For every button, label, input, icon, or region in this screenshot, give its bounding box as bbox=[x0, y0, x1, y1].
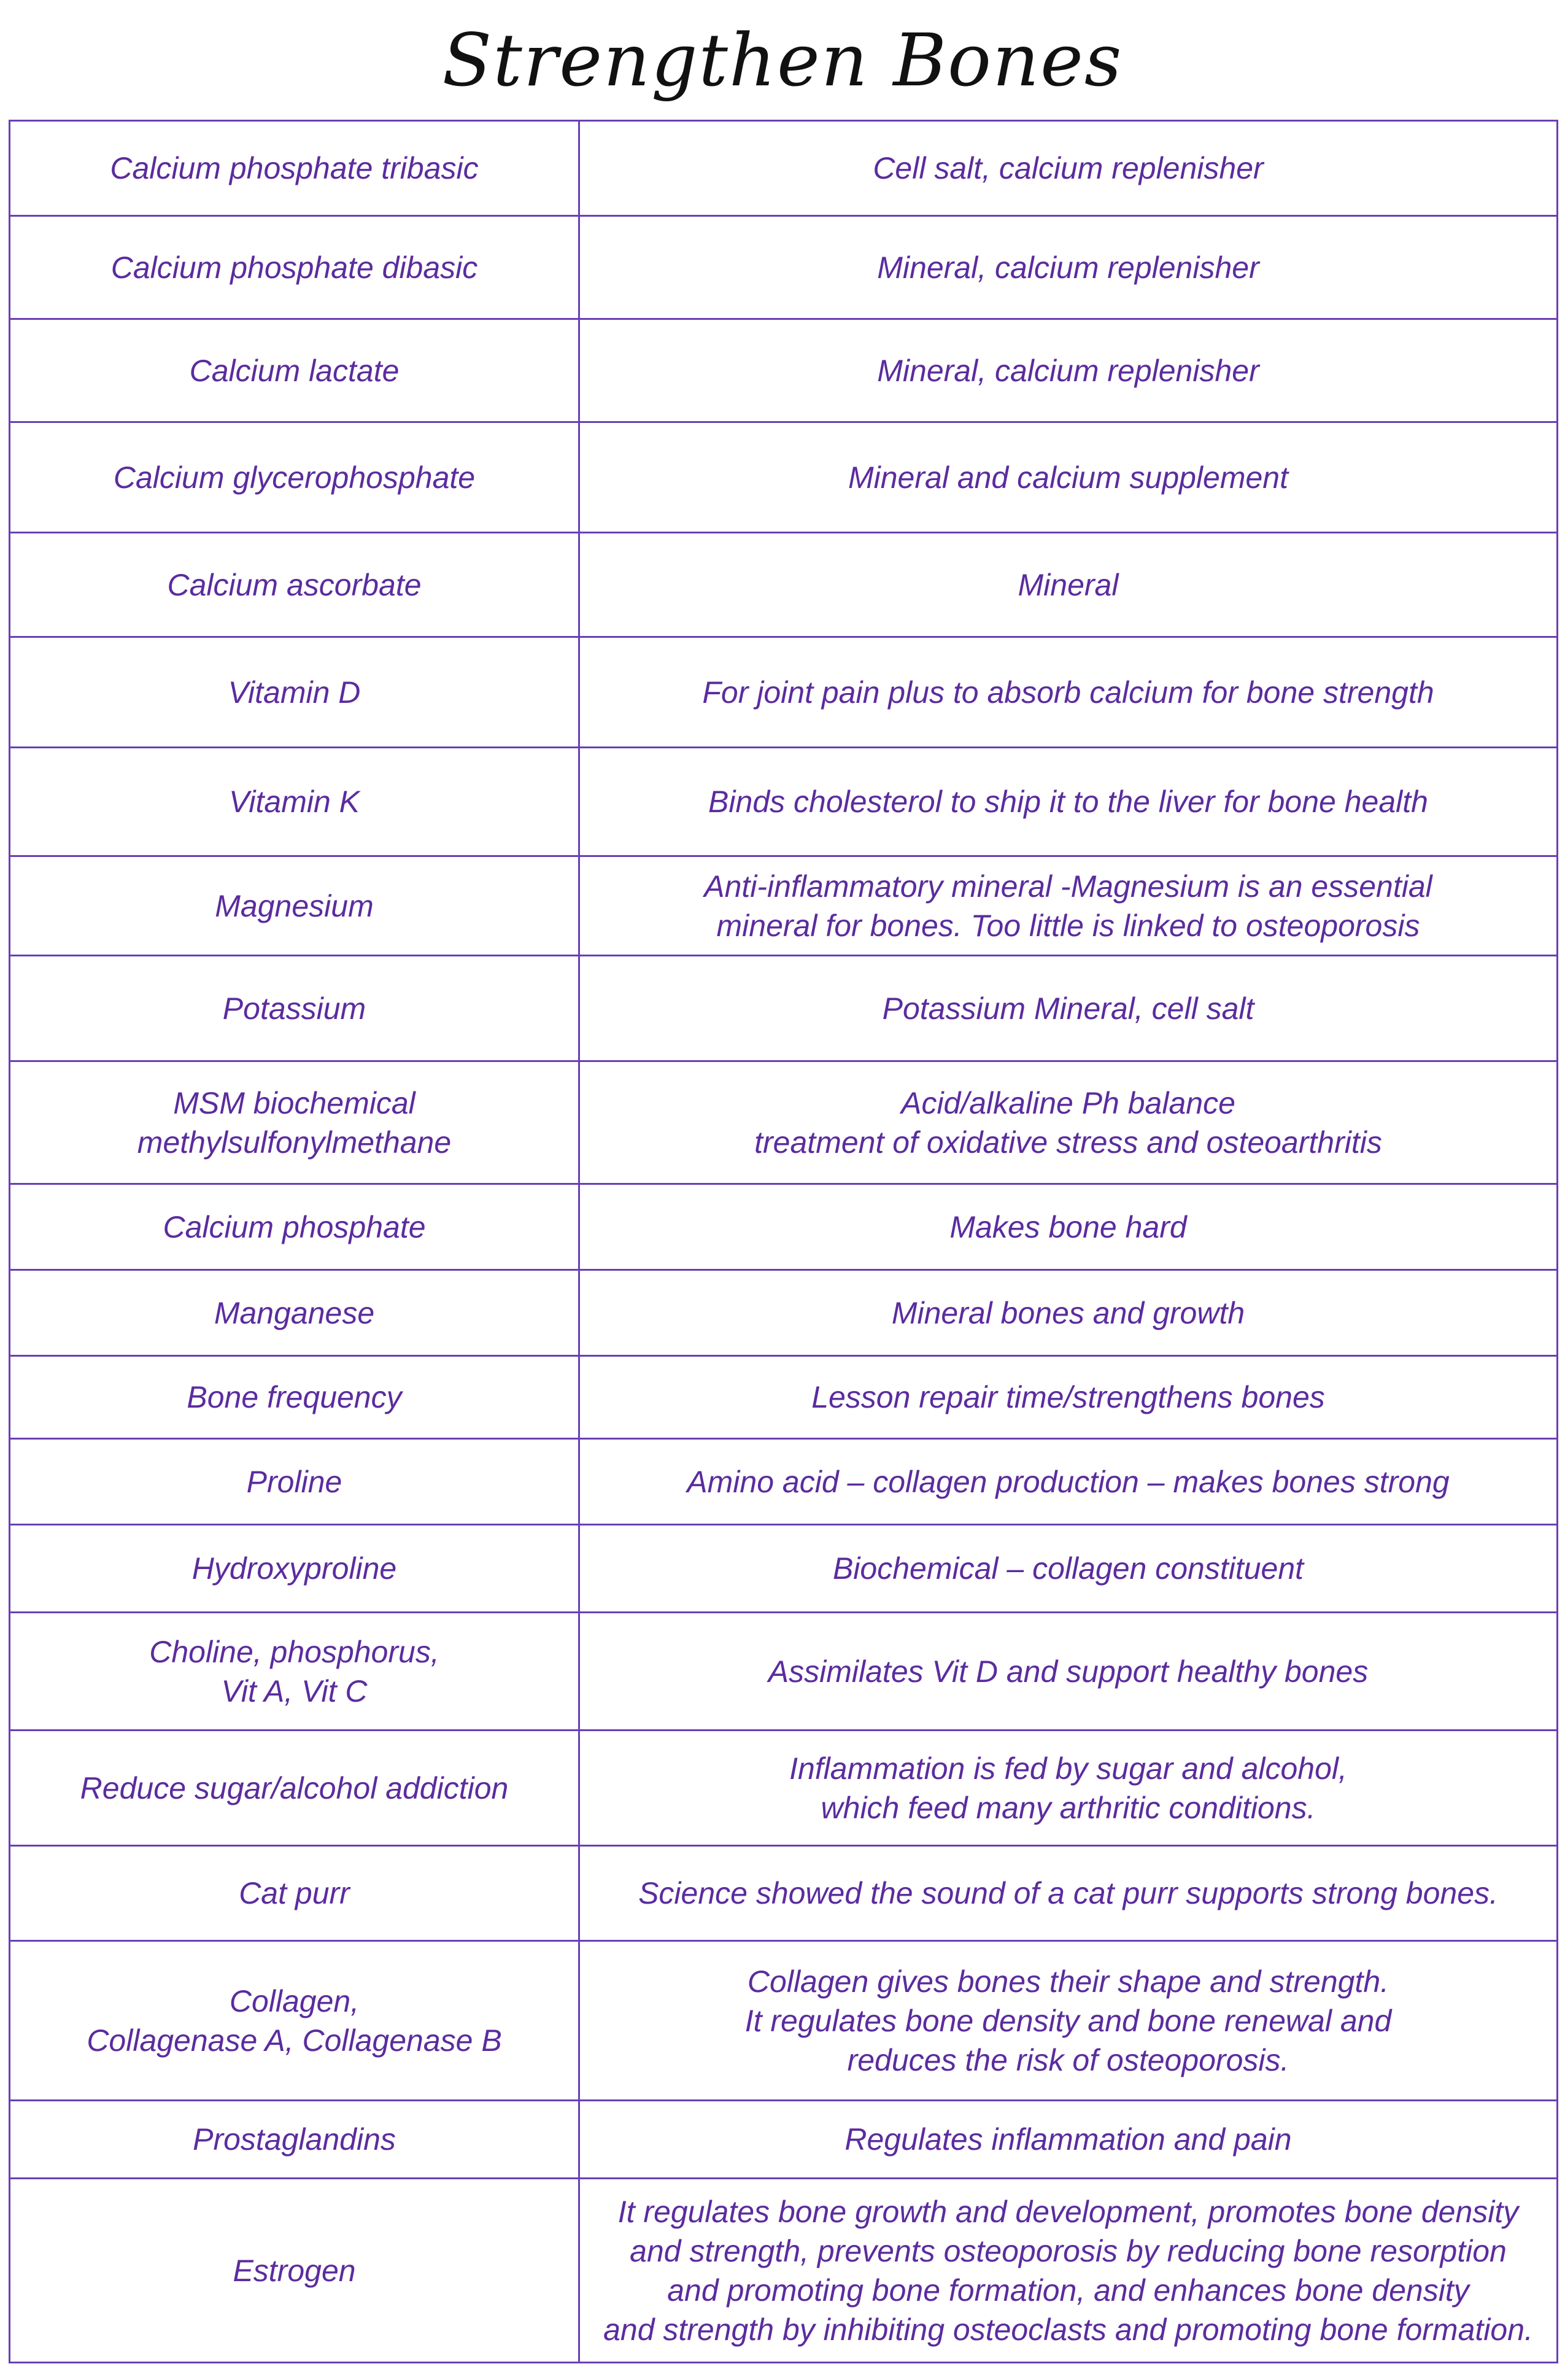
page-title: Strengthen Bones bbox=[442, 17, 1123, 103]
table-row bbox=[10, 2101, 1558, 2179]
table-row bbox=[10, 1846, 1558, 1941]
remedy-description: Potassium Mineral, cell salt bbox=[579, 956, 1558, 1061]
remedy-description: Regulates inflammation and pain bbox=[579, 2101, 1558, 2179]
remedy-name: Calcium lactate bbox=[10, 319, 579, 422]
remedy-name: Calcium ascorbate bbox=[10, 533, 579, 637]
table-row bbox=[10, 216, 1558, 319]
table-row bbox=[10, 748, 1558, 856]
table-row bbox=[10, 1184, 1558, 1270]
remedy-name: Magnesium bbox=[10, 856, 579, 956]
remedy-description: Mineral, calcium replenisher bbox=[579, 216, 1558, 319]
remedy-description: Collagen gives bones their shape and strength. It regulates bone density and bone renewal and reduces the risk of osteoporosis. bbox=[579, 1941, 1558, 2101]
remedy-name: Vitamin K bbox=[10, 748, 579, 856]
remedy-name: Manganese bbox=[10, 1270, 579, 1356]
remedy-description: Anti-inflammatory mineral -Magnesium is an essential mineral for bones. Too little is linked to osteoporosis bbox=[579, 856, 1558, 956]
table-row bbox=[10, 121, 1558, 216]
remedy-name: Reduce sugar/alcohol addiction bbox=[10, 1731, 579, 1846]
table-row bbox=[10, 2179, 1558, 2363]
remedy-name: Collagen, Collagenase A, Collagenase B bbox=[10, 1941, 579, 2101]
remedy-name: Choline, phosphorus, Vit A, Vit C bbox=[10, 1613, 579, 1731]
remedy-name: Calcium phosphate bbox=[10, 1184, 579, 1270]
table-row bbox=[10, 1941, 1558, 2101]
remedy-description: Mineral and calcium supplement bbox=[579, 422, 1558, 533]
remedy-description: Binds cholesterol to ship it to the liver for bone health bbox=[579, 748, 1558, 856]
remedy-description: Mineral bbox=[579, 533, 1558, 637]
remedy-description: Mineral, calcium replenisher bbox=[579, 319, 1558, 422]
table-row bbox=[10, 1356, 1558, 1439]
remedy-description: Inflammation is fed by sugar and alcohol, which feed many arthritic conditions. bbox=[579, 1731, 1558, 1846]
remedy-name: Proline bbox=[10, 1439, 579, 1525]
remedy-name: Bone frequency bbox=[10, 1356, 579, 1439]
remedy-name: Cat purr bbox=[10, 1846, 579, 1941]
remedy-description: Cell salt, calcium replenisher bbox=[579, 121, 1558, 216]
table-row bbox=[10, 1731, 1558, 1846]
remedy-description: Assimilates Vit D and support healthy bones bbox=[579, 1613, 1558, 1731]
remedy-name: Calcium phosphate dibasic bbox=[10, 216, 579, 319]
table-row bbox=[10, 956, 1558, 1061]
table-row bbox=[10, 1525, 1558, 1613]
remedy-description: Makes bone hard bbox=[579, 1184, 1558, 1270]
remedy-description: Science showed the sound of a cat purr supports strong bones. bbox=[579, 1846, 1558, 1941]
remedy-description: Biochemical – collagen constituent bbox=[579, 1525, 1558, 1613]
remedy-name: Calcium phosphate tribasic bbox=[10, 121, 579, 216]
remedy-name: Estrogen bbox=[10, 2179, 579, 2363]
remedy-name: Calcium glycerophosphate bbox=[10, 422, 579, 533]
table-row bbox=[10, 1439, 1558, 1525]
remedy-description: For joint pain plus to absorb calcium for bone strength bbox=[579, 637, 1558, 748]
table-row bbox=[10, 637, 1558, 748]
remedy-description: Acid/alkaline Ph balance treatment of oxidative stress and osteoarthritis bbox=[579, 1061, 1558, 1184]
remedy-description: It regulates bone growth and development, promotes bone density and strength, prevents osteoporosis by reducing bone resorption and promoting bone formation, and enhances bone density and strength by inhibiting osteoclasts and promoting bone formation. bbox=[579, 2179, 1558, 2363]
remedy-description: Amino acid – collagen production – makes bones strong bbox=[579, 1439, 1558, 1525]
table-row bbox=[10, 1613, 1558, 1731]
remedy-description: Lesson repair time/strengthens bones bbox=[579, 1356, 1558, 1439]
table-row bbox=[10, 319, 1558, 422]
table-row bbox=[10, 533, 1558, 637]
remedy-name: MSM biochemical methylsulfonylmethane bbox=[10, 1061, 579, 1184]
table-row bbox=[10, 1061, 1558, 1184]
remedy-name: Prostaglandins bbox=[10, 2101, 579, 2179]
table-row bbox=[10, 422, 1558, 533]
table-row bbox=[10, 1270, 1558, 1356]
remedy-name: Vitamin D bbox=[10, 637, 579, 748]
remedy-description: Mineral bones and growth bbox=[579, 1270, 1558, 1356]
remedy-name: Potassium bbox=[10, 956, 579, 1061]
table-row bbox=[10, 856, 1558, 956]
remedy-name: Hydroxyproline bbox=[10, 1525, 579, 1613]
bone-support-table bbox=[9, 120, 1558, 2363]
